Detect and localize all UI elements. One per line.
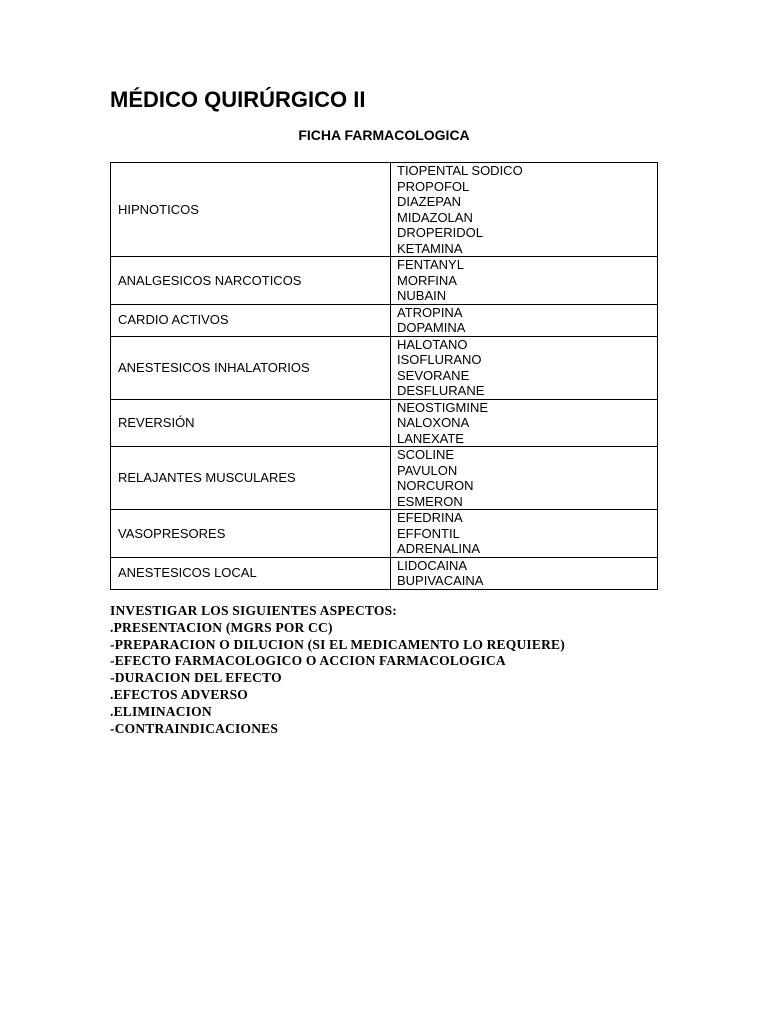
drug-list-cell	[391, 163, 658, 257]
drug-category-cell: HIPNOTICOS	[111, 163, 391, 257]
drug-name: MIDAZOLAN	[397, 209, 473, 225]
drug-name: LANEXATE	[397, 430, 464, 446]
drug-category-cell: REVERSIÓN	[111, 399, 391, 447]
drug-name: DESFLURANE	[397, 383, 485, 398]
table-row	[111, 257, 658, 305]
instructions-block	[110, 603, 565, 737]
drug-list-cell	[391, 304, 658, 336]
drug-name: NALOXONA	[397, 415, 470, 430]
drug-name: DIAZEPAN	[397, 194, 462, 209]
drug-name: PAVULON	[397, 462, 458, 478]
table-row	[111, 336, 658, 399]
drug-category-cell: RELAJANTES MUSCULARES	[111, 447, 391, 510]
drug-category-cell: ANESTESICOS LOCAL	[111, 557, 391, 589]
document-title: MÉDICO QUIRÚRGICO II	[110, 87, 366, 112]
instruction-item: -EFECTO FARMACOLOGICO O ACCION FARMACOLOGICA	[110, 653, 506, 669]
drug-name: NORCURON	[397, 478, 474, 493]
table-row	[111, 399, 658, 447]
document-subtitle: FICHA FARMACOLOGICA	[298, 127, 470, 143]
instructions-heading: INVESTIGAR LOS SIGUIENTES ASPECTOS:	[110, 603, 397, 618]
drug-name: DOPAMINA	[397, 320, 466, 335]
drug-name: MORFINA	[397, 272, 457, 288]
drug-name: ATROPINA	[397, 304, 463, 320]
drug-list-cell	[391, 510, 658, 558]
instruction-item: .EFECTOS ADVERSO	[110, 686, 248, 702]
drug-list-cell	[391, 447, 658, 510]
instruction-item: .PRESENTACION (MGRS POR CC)	[110, 619, 333, 635]
table-row	[111, 163, 658, 257]
table-row	[111, 510, 658, 558]
pharmacology-table-body	[111, 163, 658, 590]
drug-category-cell: VASOPRESORES	[111, 510, 391, 558]
instruction-item: -CONTRAINDICACIONES	[110, 720, 279, 736]
drug-name: ADRENALINA	[397, 541, 481, 556]
drug-list-cell	[391, 336, 658, 399]
drug-category-cell: ANALGESICOS NARCOTICOS	[111, 257, 391, 305]
drug-list-cell	[391, 557, 658, 589]
table-row	[111, 557, 658, 589]
table-row	[111, 447, 658, 510]
drug-name: EFEDRINA	[397, 510, 463, 525]
drug-name: NUBAIN	[397, 288, 447, 303]
drug-name: KETAMINA	[397, 240, 463, 256]
drug-list-cell	[391, 257, 658, 305]
drug-name: DROPERIDOL	[397, 225, 483, 240]
drug-list-cell	[391, 399, 658, 447]
drug-name: BUPIVACAINA	[397, 573, 484, 588]
instruction-item: .ELIMINACION	[110, 703, 212, 719]
drug-name: TIOPENTAL SODICO	[397, 163, 523, 178]
drug-name: HALOTANO	[397, 336, 468, 352]
instruction-item: -DURACION DEL EFECTO	[110, 670, 282, 686]
drug-name: PROPOFOL	[397, 178, 470, 194]
drug-category-cell: ANESTESICOS INHALATORIOS	[111, 336, 391, 399]
drug-name: SCOLINE	[397, 447, 455, 462]
drug-category-cell: CARDIO ACTIVOS	[111, 304, 391, 336]
table-row	[111, 304, 658, 336]
drug-name: EFFONTIL	[397, 525, 460, 541]
instructions-list	[110, 620, 565, 738]
drug-name: FENTANYL	[397, 257, 464, 272]
drug-name: ESMERON	[397, 493, 463, 509]
drug-name: NEOSTIGMINE	[397, 399, 489, 415]
pharmacology-table	[110, 162, 658, 590]
instruction-item: -PREPARACION O DILUCION (SI EL MEDICAMENTO LO REQUIERE)	[110, 636, 565, 652]
drug-name: ISOFLURANO	[397, 352, 482, 367]
drug-name: LIDOCAINA	[397, 557, 468, 573]
drug-name: SEVORANE	[397, 367, 470, 383]
